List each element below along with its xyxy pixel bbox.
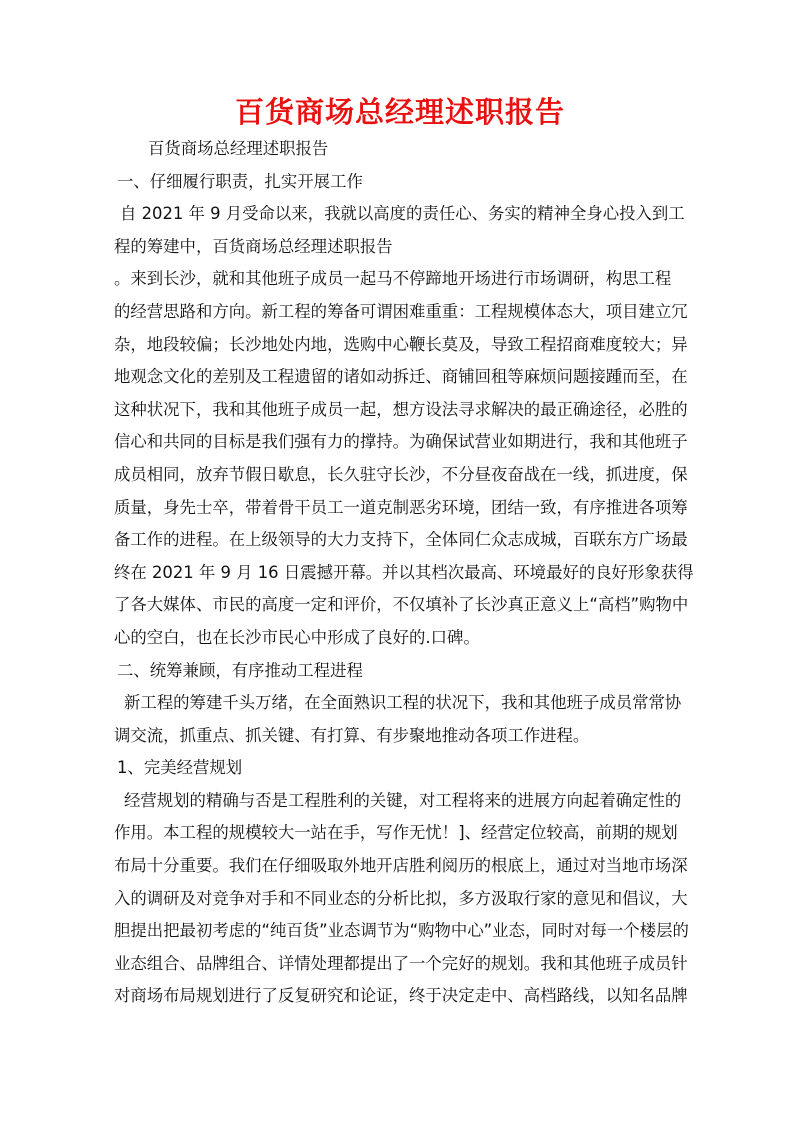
paragraph-line: 杂，地段较偏；长沙地处内地，选购中心鞭长莫及，导致工程招商难度较大；异 <box>114 334 688 354</box>
paragraph-line: 信心和共同的目标是我们强有力的撑持。为确保试营业如期进行，我和其他班子 <box>114 432 688 452</box>
paragraph-line: 终在 2021 年 9 月 16 日震撼开幕。并以其档次最高、环境最好的良好形象获得 <box>114 562 694 582</box>
section-heading-2: 二、统筹兼顾，有序推动工程进程 <box>117 660 363 680</box>
section-heading-1: 一、仔细履行职责，扎实开展工作 <box>117 171 363 191</box>
paragraph-line: 。来到长沙，就和其他班子成员一起马不停蹄地开场进行市场调研，构思工程 <box>114 269 672 289</box>
paragraph-line: 自 2021 年 9 月受命以来，我就以高度的责任心、务实的精神全身心投入到工 <box>120 204 685 224</box>
paragraph-line: 的经营思路和方向。新工程的筹备可谓困难重重：工程规模体态大，项目建立冗 <box>114 301 688 321</box>
paragraph-line: 这种状况下，我和其他班子成员一起，想方设法寻求解决的最正确途径，必胜的 <box>114 399 688 419</box>
paragraph-line: 胆提出把最初考虑的“纯百货”业态调节为“购物中心”业态，同时对每一个楼层的 <box>114 921 689 941</box>
paragraph-line: 经营规划的精确与否是工程胜利的关键，对工程将来的进展方向起着确定性的 <box>124 790 682 810</box>
paragraph-line: 入的调研及对竞争对手和不同业态的分析比拟，多方汲取行家的意见和倡议，大 <box>114 888 688 908</box>
paragraph-line: 心的空白，也在长沙市民心中形成了良好的.口碑。 <box>114 627 480 647</box>
document-title: 百货商场总经理述职报告 <box>234 95 565 129</box>
paragraph-line: 备工作的进程。在上级领导的大力支持下，全体同仁众志成城，百联东方广场最 <box>114 530 688 550</box>
subtitle-line: 百货商场总经理述职报告 <box>148 139 329 158</box>
subsection-heading: 1、完美经营规划 <box>117 758 243 778</box>
paragraph-line: 成员相同，放弃节假日歇息，长久驻守长沙，不分昼夜奋战在一线，抓进度，保 <box>114 464 688 484</box>
paragraph-line: 地观念文化的差别及工程遗留的诸如动拆迁、商铺回租等麻烦问题接踵而至，在 <box>114 367 688 387</box>
paragraph-line: 作用。本工程的规模较大一站在手，写作无忧！]、经营定位较高，前期的规划 <box>114 823 678 843</box>
paragraph-line: 调交流，抓重点、抓关键、有打算、有步聚地推动各项工作进程。 <box>114 725 590 745</box>
paragraph-line: 新工程的筹建千头万绪，在全面熟识工程的状况下，我和其他班子成员常常协 <box>124 693 682 713</box>
paragraph-line: 程的筹建中，百货商场总经理述职报告 <box>114 236 393 256</box>
paragraph-line: 布局十分重要。我们在仔细吸取外地开店胜利阅历的根底上，通过对当地市场深 <box>114 856 688 876</box>
paragraph-line: 对商场布局规划进行了反复研究和论证，终于决定走中、高档路线，以知名品牌 <box>114 986 688 1006</box>
paragraph-line: 质量，身先士卒，带着骨干员工一道克制恶劣环境，团结一致，有序推进各项筹 <box>114 497 688 517</box>
document-body <box>114 133 694 1013</box>
paragraph-line: 业态组合、品牌组合、详情处理都提出了一个完好的规划。我和其他班子成员针 <box>114 953 688 973</box>
paragraph-line: 了各大媒体、市民的高度一定和评价，不仅填补了长沙真正意义上“高档”购物中 <box>114 595 689 615</box>
